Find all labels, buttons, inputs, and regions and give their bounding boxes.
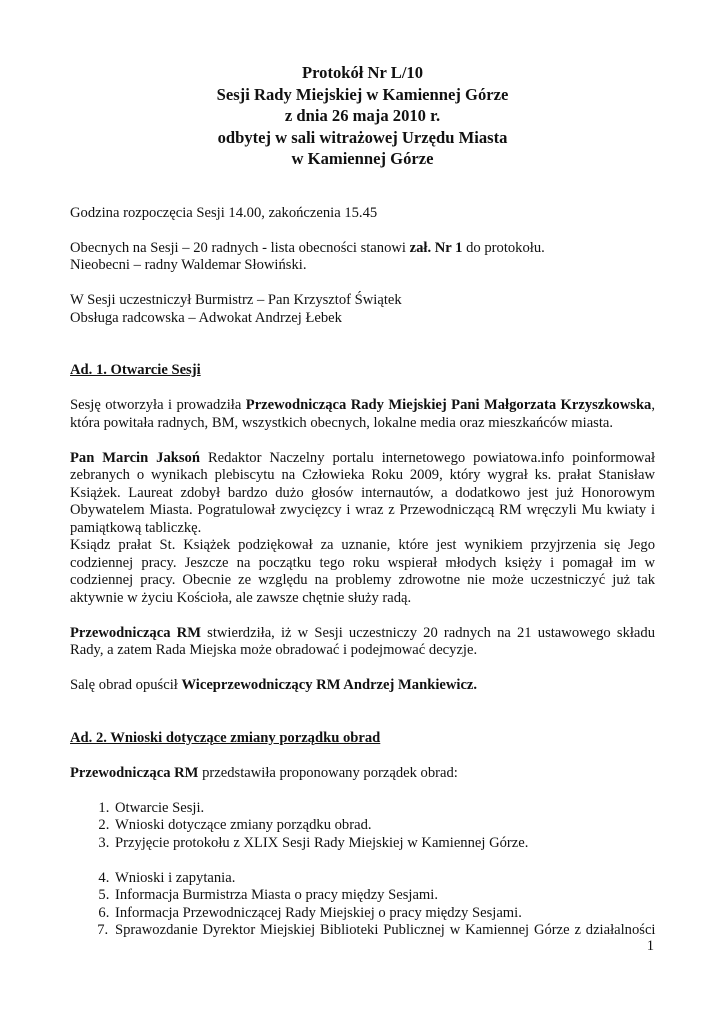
agenda-item: 7. Sprawozdanie Dyrektor Miejskiej Biblioteki Publicznej w Kamiennej Górze z działalności (113, 922, 655, 940)
section-1-paragraph-2: Pan Marcin Jaksoń Redaktor Naczelny portalu internetowego powiatowa.info poinformował zebranych o wynikach plebiscytu na Człowieka Roku 2009, który wygrał ks. prałat Stanisław Książek. Laureat zdobył bardzo dużo głosów internautów, a dodatkowo jest już Honorowym Obywatelem Miasta. Pogratulował zwycięzcy i wraz z Przewodniczącą RM wręczyli Mu kwiaty i pamiątkową tabliczkę. (70, 449, 655, 536)
section-1-heading: Ad. 1. Otwarcie Sesji (70, 362, 201, 378)
agenda-list-part-2 (70, 870, 655, 940)
agenda-item: 4. Wnioski i zapytania. (113, 870, 655, 888)
mayor-attendance: W Sesji uczestniczył Burmistrz – Pan Krzysztof Świątek (70, 292, 402, 308)
attendance-absent: Nieobecni – radny Waldemar Słowiński. (70, 257, 307, 273)
title-line-5: w Kamiennej Górze (291, 149, 434, 168)
agenda-item: 3. Przyjęcie protokołu z XLIX Sesji Rady Miejskiej w Kamiennej Górze. (113, 835, 655, 853)
title-line-3: z dnia 26 maja 2010 r. (284, 106, 441, 125)
section-1-paragraph-4: Przewodnicząca RM stwierdziła, iż w Sesji uczestniczy 20 radnych na 21 ustawowego składu Rady, a zatem Rada Miejska może obradować i podejmować decyzje. (70, 624, 655, 658)
section-1-paragraph-1: Sesję otworzyła i prowadziła Przewodnicząca Rady Miejskiej Pani Małgorzata Krzyszkowska, która powitała radnych, BM, wszystkich obecnych, lokalne media oraz mieszkańców miasta. (70, 397, 656, 431)
title-line-4: odbytej w sali witrażowej Urzędu Miasta (217, 127, 508, 147)
document-title (70, 62, 655, 170)
title-line-1: Protokół Nr L/10 (301, 63, 424, 82)
agenda-item: 6. Informacja Przewodniczącej Rady Miejskiej o pracy między Sesjami. (113, 905, 655, 923)
section-1-paragraph-5: Salę obrad opuścił Wiceprzewodniczący RM Andrzej Mankiewicz. (70, 677, 478, 693)
title-line-2: Sesji Rady Miejskiej w Kamiennej Górze (216, 84, 509, 104)
attachment-ref: zał. Nr 1 (409, 239, 463, 256)
page-number: 1 (646, 938, 654, 954)
agenda-item: 5. Informacja Burmistrza Miasta o pracy między Sesjami. (113, 887, 655, 905)
attendance-present: Obecnych na Sesji – 20 radnych - lista obecności stanowi zał. Nr 1 do protokołu. (70, 239, 545, 256)
agenda-item: 1. Otwarcie Sesji. (113, 800, 655, 818)
legal-service: Obsługa radcowska – Adwokat Andrzej Łebek (70, 309, 342, 326)
agenda-list-part-1 (70, 800, 655, 853)
section-2-heading: Ad. 2. Wnioski dotyczące zmiany porządku obrad (70, 729, 381, 746)
section-1-paragraph-3: Ksiądz prałat St. Książek podziękował za uznanie, które jest wynikiem przyjrzenia się Jego codziennej pracy. Jeszcze na początku tego roku wspierał młodych księży i pomagał im w codziennej pracy. Obecnie ze względu na problemy zdrowotne nie może uczestniczyć już tak aktywnie w życiu Kościoła, ale zawsze chętnie służy radą. (70, 537, 655, 606)
agenda-item: 2. Wnioski dotyczące zmiany porządku obrad. (113, 817, 655, 835)
section-2-intro: Przewodnicząca RM przedstawiła proponowany porządek obrad: (70, 764, 458, 781)
document-page (70, 62, 655, 940)
session-hours: Godzina rozpoczęcia Sesji 14.00, zakończenia 15.45 (70, 204, 378, 221)
